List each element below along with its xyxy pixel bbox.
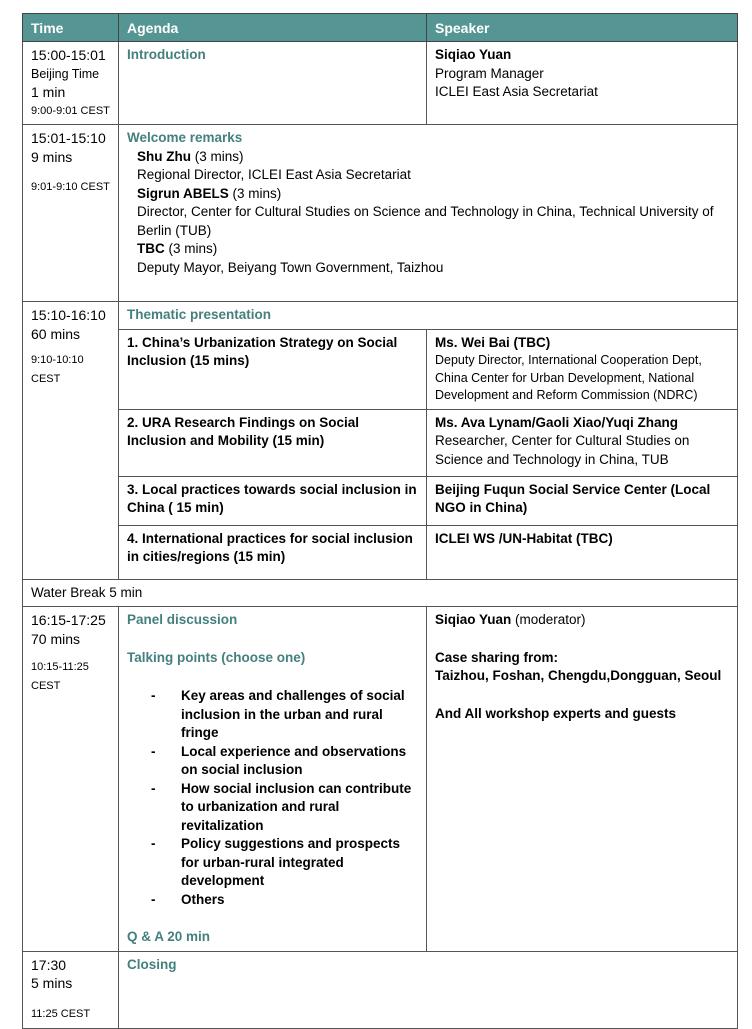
speaker-name: Ms. Wei Bai (TBC): [435, 334, 551, 350]
duration: 9 mins: [31, 148, 73, 165]
presentation-speaker: Beijing Fuqun Social Service Center (Local NGO in China): [427, 476, 738, 525]
agenda-cell: [119, 125, 738, 302]
presentation-row: [23, 476, 738, 525]
agenda-title: Closing: [127, 956, 177, 972]
talking-point: - How social inclusion can contribute to urbanization and rural revitalization: [151, 780, 418, 836]
presentation-title: 2. URA Research Findings on Social Inclusion and Mobility (15 min): [119, 409, 427, 476]
duration: 60 mins: [31, 325, 81, 342]
talking-point: - Others: [151, 891, 418, 910]
duration: 1 min: [31, 84, 66, 100]
moderator-role: (moderator): [511, 612, 586, 627]
agenda-title: Panel discussion: [127, 612, 238, 627]
time-cell: [23, 607, 119, 952]
header-time: Time: [23, 14, 119, 42]
speaker-cell: [427, 607, 738, 952]
time-range: 16:15-17:25: [31, 612, 106, 628]
speaker-detail: Deputy Director, International Cooperation Dept, China Center for Urban Development, National Development and Reform Commission (NDRC): [435, 353, 702, 402]
welcome-speaker: [127, 148, 729, 185]
row-closing: [23, 951, 738, 1028]
talking-point: - Policy suggestions and prospects for urban-rural integrated development: [151, 835, 418, 891]
agenda-title: Welcome remarks: [127, 130, 243, 145]
agenda-cell: [119, 607, 427, 952]
time-range: 15:00-15:01: [31, 47, 106, 63]
presentation-speaker: ICLEI WS /UN-Habitat (TBC): [427, 525, 738, 579]
agenda-title: Thematic presentation: [127, 307, 272, 322]
speaker-name: Siqiao Yuan: [435, 47, 512, 62]
qa-label: Q & A 20 min: [127, 929, 211, 944]
case-sharing-title: Case sharing from:: [435, 649, 559, 665]
speaker-role: Director, Center for Cultural Studies on Science and Technology in China, Technical University of Berlin (TUB): [137, 204, 714, 238]
speaker-name: Ms. Ava Lynam/Gaoli Xiao/Yuqi Zhang: [435, 414, 679, 430]
duration: 5 mins: [31, 975, 73, 991]
header-agenda: Agenda: [119, 14, 427, 42]
time-zone: Beijing Time: [31, 66, 100, 81]
agenda-title: Introduction: [127, 47, 206, 62]
presentation-speaker: [427, 409, 738, 476]
speaker-detail: Researcher, Center for Cultural Studies on Science and Technology in China, TUB: [435, 433, 690, 467]
speaker-role: Program Manager: [435, 65, 544, 81]
row-thematic-header: [23, 302, 738, 330]
time-cell: [23, 951, 119, 1028]
speaker-duration: (3 mins): [228, 185, 282, 201]
speaker-name: Shu Zhu: [137, 148, 191, 164]
agenda-table: [22, 13, 738, 1029]
speaker-role: Deputy Mayor, Beiyang Town Government, Taizhou: [137, 259, 444, 275]
cest-time: 9:01-9:10 CEST: [31, 181, 110, 193]
talking-point: - Local experience and observations on social inclusion: [151, 743, 418, 780]
time-range: 15:01-15:10: [31, 130, 106, 146]
speaker-duration: (3 mins): [191, 148, 244, 164]
case-cities: Taizhou, Foshan, Chengdu,Dongguan, Seoul: [435, 668, 722, 683]
row-water-break: [23, 579, 738, 607]
moderator-name: Siqiao Yuan: [435, 612, 512, 627]
presentation-row: [23, 409, 738, 476]
presentation-row: [23, 525, 738, 579]
welcome-speaker: [127, 185, 729, 241]
presentation-title: 1. China’s Urbanization Strategy on Social Inclusion (15 mins): [119, 329, 427, 409]
speaker-role: Regional Director, ICLEI East Asia Secretariat: [137, 167, 411, 182]
talking-points-list: [127, 687, 418, 909]
speaker-duration: (3 mins): [164, 241, 218, 256]
talking-point: - Key areas and challenges of social inclusion in the urban and rural fringe: [151, 687, 418, 743]
speaker-org: ICLEI East Asia Secretariat: [435, 84, 598, 99]
time-cell: [23, 302, 119, 580]
talking-points-title: Talking points (choose one): [127, 649, 306, 665]
presentation-row: [23, 329, 738, 409]
cest-time: 9:00-9:01 CEST: [31, 104, 110, 117]
welcome-speaker: [127, 240, 729, 277]
agenda-cell: [119, 951, 738, 1028]
row-welcome: [23, 125, 738, 302]
presentation-title: 3. Local practices towards social inclusion in China ( 15 min): [119, 476, 427, 525]
speaker-name: Sigrun ABELS: [137, 185, 229, 201]
cest-time: 9:10-10:10 CEST: [31, 354, 84, 385]
agenda-cell: [119, 302, 738, 330]
cest-time: 11:25 CEST: [31, 1007, 91, 1020]
cest-time: 10:15-11:25 CEST: [31, 661, 89, 692]
header-row: [23, 14, 738, 42]
row-introduction: [23, 42, 738, 125]
time-range: 17:30: [31, 956, 67, 973]
speaker-cell: [427, 42, 738, 125]
presentation-title: 4. International practices for social inclusion in cities/regions (15 min): [119, 525, 427, 579]
guests-note: And All workshop experts and guests: [435, 705, 677, 721]
break-cell: Water Break 5 min: [23, 579, 738, 607]
presentation-speaker: [427, 329, 738, 409]
time-range: 15:10-16:10: [31, 307, 106, 323]
duration: 70 mins: [31, 630, 81, 647]
header-speaker: Speaker: [427, 14, 738, 42]
speaker-name: TBC: [137, 241, 165, 256]
time-cell: [23, 125, 119, 302]
row-panel: [23, 607, 738, 952]
agenda-cell: [119, 42, 427, 125]
time-cell: [23, 42, 119, 125]
